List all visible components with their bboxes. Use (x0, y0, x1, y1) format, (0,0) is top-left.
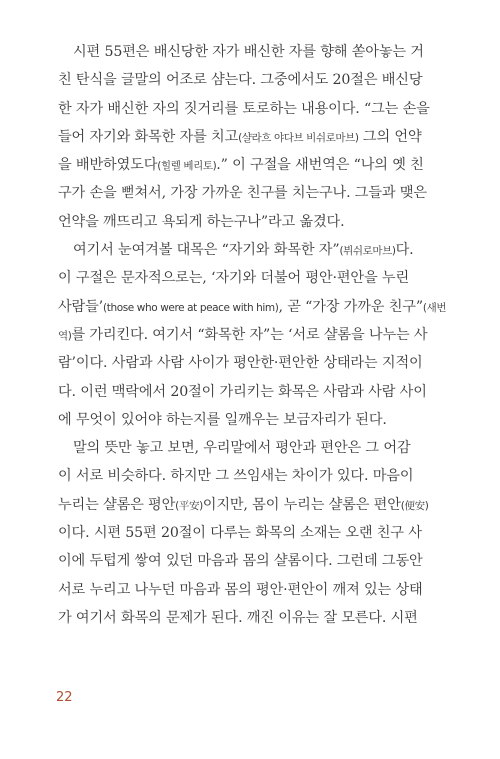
text-line (58, 236, 414, 264)
text-line (58, 95, 430, 123)
line-text: 이 구절은 문자적으로는, ‘자기와 더불어 평안·편안을 누린 (58, 270, 410, 287)
line-text: 들어 자기와 화목한 자를 치고 (58, 128, 239, 145)
annotation-text: (便安) (400, 499, 429, 512)
line-text: 누리는 샬롬은 평안 (58, 496, 176, 513)
text-line (58, 378, 427, 406)
text-line (58, 321, 428, 349)
annotation-text: 역) (58, 329, 72, 342)
text-line (58, 406, 402, 434)
text-line (58, 462, 414, 490)
line-text: 친 탄식을 글말의 어조로 샴는다. 그중에서도 20절은 배신당 (58, 72, 423, 89)
annotation-text: (샬라흐 야다브 비쉬로마브) (238, 131, 359, 144)
text-line (58, 604, 418, 632)
annotation-text: (힐렐 베리토) (157, 160, 217, 173)
text-line (58, 434, 411, 462)
page-number: 22 (56, 690, 73, 705)
line-text: , 곧 “가장 가까운 친구” (278, 298, 423, 315)
text-line (58, 576, 423, 604)
annotation-text: (平安) (175, 499, 203, 512)
line-text: 을 배반하였도다 (58, 157, 158, 174)
text-line (58, 519, 422, 547)
line-text: 이다. 시편 55편 20절이 다루는 화목의 소재는 오랜 친구 사 (58, 525, 422, 542)
line-text: 여기서 눈여겨볼 대목은 “자기와 화목한 자” (73, 242, 340, 259)
line-text: 그의 언약 (358, 128, 422, 145)
annotation-text: (those who were at peace with him) (103, 301, 279, 314)
text-line (58, 123, 422, 151)
annotation-text: (새번 (422, 301, 447, 314)
annotation-text: (뷔쉬로마브) (339, 245, 396, 258)
line-text: 언약을 깨뜨리고 욕되게 하는구나”라고 옮겼다. (58, 213, 345, 230)
line-text: 에 무엇이 있어야 하는지를 일깨우는 보금자리가 된다. (58, 411, 387, 428)
line-text: 를 가리킨다. 여기서 “화목한 자”는 ‘서로 샬롬을 나누는 사 (71, 326, 428, 343)
text-line (58, 151, 424, 179)
text-line (58, 66, 423, 94)
line-text: 이지만, 몸이 누리는 샬롬은 편안 (202, 496, 401, 513)
text-line (58, 264, 410, 292)
line-text: 다. 이런 맥락에서 20절이 가리키는 화목은 사람과 사람 사이 (58, 383, 427, 400)
line-text: .” 이 구절을 새번역은 “나의 옛 친 (216, 157, 424, 174)
line-text: 사람들’ (58, 298, 104, 315)
text-line (58, 179, 427, 207)
line-text: 구가 손을 뻗쳐서, 가장 가까운 친구를 치는구나. 그들과 맺은 (58, 185, 427, 202)
text-line (58, 349, 423, 377)
line-text: 말의 뜻만 놓고 보면, 우리말에서 평안과 편안은 그 어감 (73, 440, 411, 457)
line-text: 서로 누리고 나누던 마음과 몸의 평안·편안이 깨져 있는 상태 (58, 581, 423, 598)
line-text: 시편 55편은 배신당한 자가 배신한 자를 향해 쏟아놓는 거 (73, 44, 424, 60)
line-text: 람’이다. 사람과 사람 사이가 평안한·편안한 상태라는 지적이 (58, 355, 423, 372)
text-line (58, 38, 424, 66)
line-text: 이 서로 비슷하다. 하지만 그 쓰임새는 차이가 있다. 마음이 (58, 468, 414, 485)
body-text (58, 38, 447, 632)
text-line (58, 547, 423, 575)
line-text: 다. (395, 242, 414, 259)
line-text: 가 여기서 화목의 문제가 된다. 깨진 이유는 잘 모른다. 시편 (58, 609, 418, 626)
line-text: 한 자가 배신한 자의 짓거리를 토로하는 내용이다. “그는 손을 (58, 100, 430, 117)
text-line (58, 491, 429, 519)
line-text: 이에 두텁게 쌓여 있던 마음과 몸의 샬롬이다. 그런데 그동안 (58, 553, 423, 570)
text-line (58, 293, 447, 321)
text-line (58, 208, 402, 236)
